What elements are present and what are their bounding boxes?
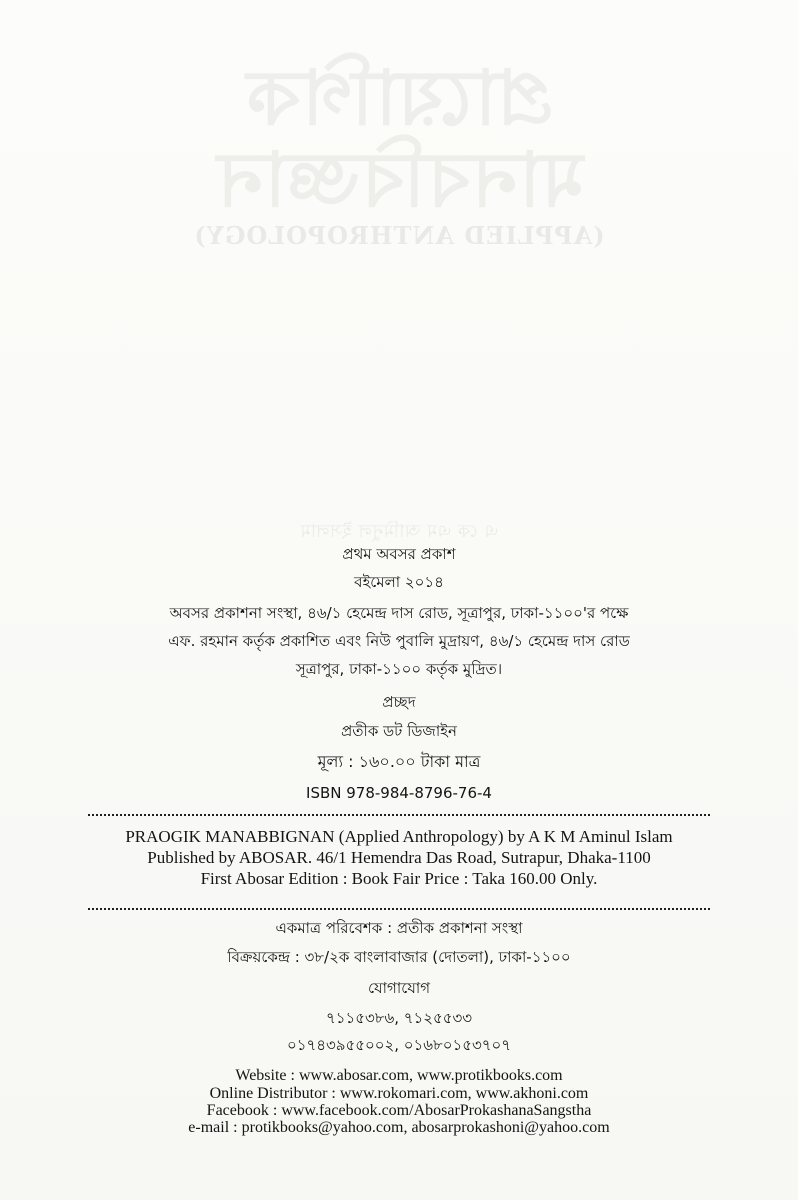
facebook-text: Facebook : www.facebook.com/AbosarProkashanaSangstha [206,1102,592,1119]
distributor-text: একমাত্র পরিবেশক : প্রতীক প্রকাশনা সংস্থা [275,919,523,937]
isbn-text: ISBN 978-984-8796-76-4 [306,784,492,802]
sales-center-text: বিক্রয়কেন্দ্র : ৩৮/২ক বাংলাবাজার (দোতলা), ঢাকা-১১০০ [227,948,571,966]
ghost-title-line-2: মানববিজ্ঞান [214,135,584,224]
email-text: e-mail : protikbooks@yahoo.com, abosarprokashoni@yahoo.com [188,1119,610,1136]
online-distributor-text: Online Distributor : www.rokomari.com, www.akhoni.com [209,1085,589,1102]
english-title-line: PRAOGIK MANABBIGNAN (Applied Anthropology) by A K M Aminul Islam [125,827,673,846]
ghost-author-text: এ কে এম আমিনুল ইসলাম [299,521,499,542]
contact-phones-1: ৭১১৫৩৮৬, ৭১২৫৫৩৩ [326,1009,472,1027]
english-edition-price-line: First Abosar Edition : Book Fair Price : Taka 160.00 Only. [200,869,598,888]
english-publisher-line: Published by ABOSAR. 46/1 Hemendra Das Road, Sutrapur, Dhaka-1100 [147,848,651,867]
cover-designer: প্রতীক ডট ডিজাইন [341,722,457,740]
ghost-subtitle: (APPLIED ANTHROPOLOGY) [193,221,605,250]
contact-label: যোগাযোগ [367,979,431,997]
top-dotted-divider [88,814,710,816]
ghost-title-line-1: প্রায়োগিক [244,53,554,142]
cover-label: প্রচ্ছদ [382,693,416,711]
publisher-line-2: এফ. রহমান কর্তৃক প্রকাশিত এবং নিউ পুবালি মুদ্রায়ণ, ৪৬/১ হেমেন্দ্র দাস রোড [168,632,630,650]
website-text: Website : www.abosar.com, www.protikbooks.com [235,1067,563,1084]
publisher-line-1: অবসর প্রকাশনা সংস্থা, ৪৬/১ হেমেন্দ্র দাস রোড, সূত্রাপুর, ঢাকা-১১০০'র পক্ষে [169,604,629,622]
contact-phones-2: ০১৭৪৩৯৫৫০০২, ০১৬৮০১৫৩৭০৭ [287,1036,511,1054]
book-fair-text: বইমেলা ২০১৪ [354,573,444,591]
bottom-dotted-divider [88,908,710,910]
price-text: মূল্য : ১৬০.০০ টাকা মাত্র [317,752,481,771]
publisher-line-3: সূত্রাপুর, ঢাকা-১১০০ কর্তৃক মুদ্রিত। [295,660,503,678]
first-edition-text: প্রথম অবসর প্রকাশ [342,545,456,563]
